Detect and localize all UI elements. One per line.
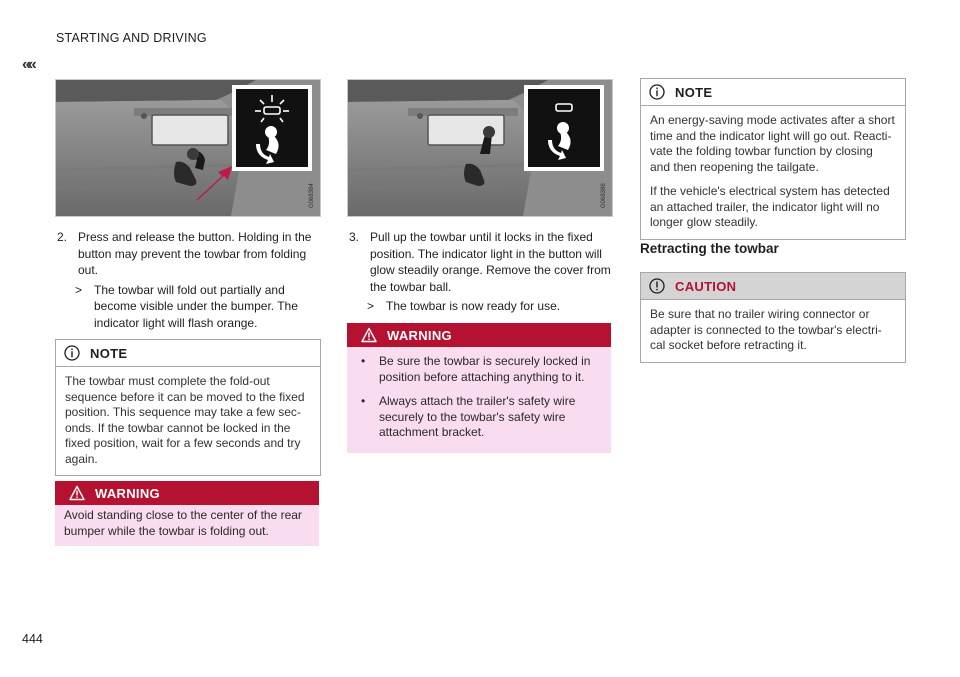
note-body	[641, 106, 905, 239]
note-header	[641, 79, 905, 106]
warning-box	[347, 323, 611, 453]
warning-icon	[361, 327, 377, 343]
warning-title: WARNING	[95, 485, 160, 501]
step-2	[57, 229, 319, 331]
note-paragraph: An energy-saving mode activates after a short time and the indicator light will go out. Reacti-vate the folding towbar function by closing and then reopening the tailgate.	[650, 113, 895, 174]
section-subheading: Retracting the towbar	[640, 241, 779, 256]
step-text: Pull up the towbar until it locks in the fixed position. The indicator light in the button will glow steadily orange. Remove the cover from the towbar ball.	[370, 230, 611, 294]
warning-text: Avoid standing close to the center of the rear bumper while the towbar is folding out.	[64, 508, 302, 538]
figure-code: G068386	[601, 183, 607, 208]
note-title: NOTE	[675, 84, 713, 100]
list-item: • Always attach the trailer's safety wire securely to the towbar's safety wire attachment bracket.	[361, 394, 576, 439]
note-header	[56, 340, 320, 367]
note-text: The towbar must complete the fold-out sequence before it can be moved to the fixed position. This sequence may take a few sec-onds. If the towbar cannot be locked in the fixed position, wait for a few seconds and try again.	[65, 374, 305, 466]
step-3	[349, 229, 611, 315]
previous-page-icon[interactable]: ««	[22, 56, 34, 73]
warning-header	[55, 481, 319, 505]
result-marker: >	[367, 299, 375, 313]
result-text: The towbar is now ready for use.	[386, 299, 561, 313]
note-paragraph: If the vehicle's electrical system has detected an attached trailer, the indicator light will no longer glow steadily.	[650, 184, 890, 229]
figure-towbar-locked	[347, 79, 613, 217]
page-number: 444	[22, 632, 43, 646]
caution-header	[641, 273, 905, 300]
figure-towbar-fold-out	[55, 79, 321, 217]
step-number: 3.	[349, 230, 360, 244]
info-icon	[649, 84, 665, 100]
caution-text: Be sure that no trailer wiring connector or adapter is connected to the towbar's electri-cal socket before retracting it.	[650, 307, 882, 352]
caution-box	[640, 272, 906, 363]
list-item: • Be sure the towbar is securely locked in position before attaching anything to it.	[361, 354, 591, 384]
warning-icon	[69, 485, 85, 501]
result-text: The towbar will fold out partially and become visible under the bumper. The indicator light will flash orange.	[94, 282, 298, 330]
section-header: STARTING AND DRIVING	[56, 31, 207, 45]
step-result	[367, 298, 611, 315]
step-result	[75, 282, 319, 332]
step-number: 2.	[57, 230, 68, 244]
caution-icon	[649, 278, 665, 294]
warning-title: WARNING	[387, 327, 452, 343]
warning-header	[347, 323, 611, 347]
caution-title: CAUTION	[675, 278, 737, 294]
info-icon	[64, 345, 80, 361]
note-box	[55, 339, 321, 476]
step-text: Press and release the button. Holding in the button may prevent the towbar from folding out.	[78, 230, 312, 277]
figure-code: G068384	[309, 183, 315, 208]
result-marker: >	[75, 282, 83, 297]
note-box	[640, 78, 906, 240]
warning-list	[356, 354, 602, 441]
warning-box	[55, 481, 319, 546]
note-title: NOTE	[90, 345, 128, 361]
